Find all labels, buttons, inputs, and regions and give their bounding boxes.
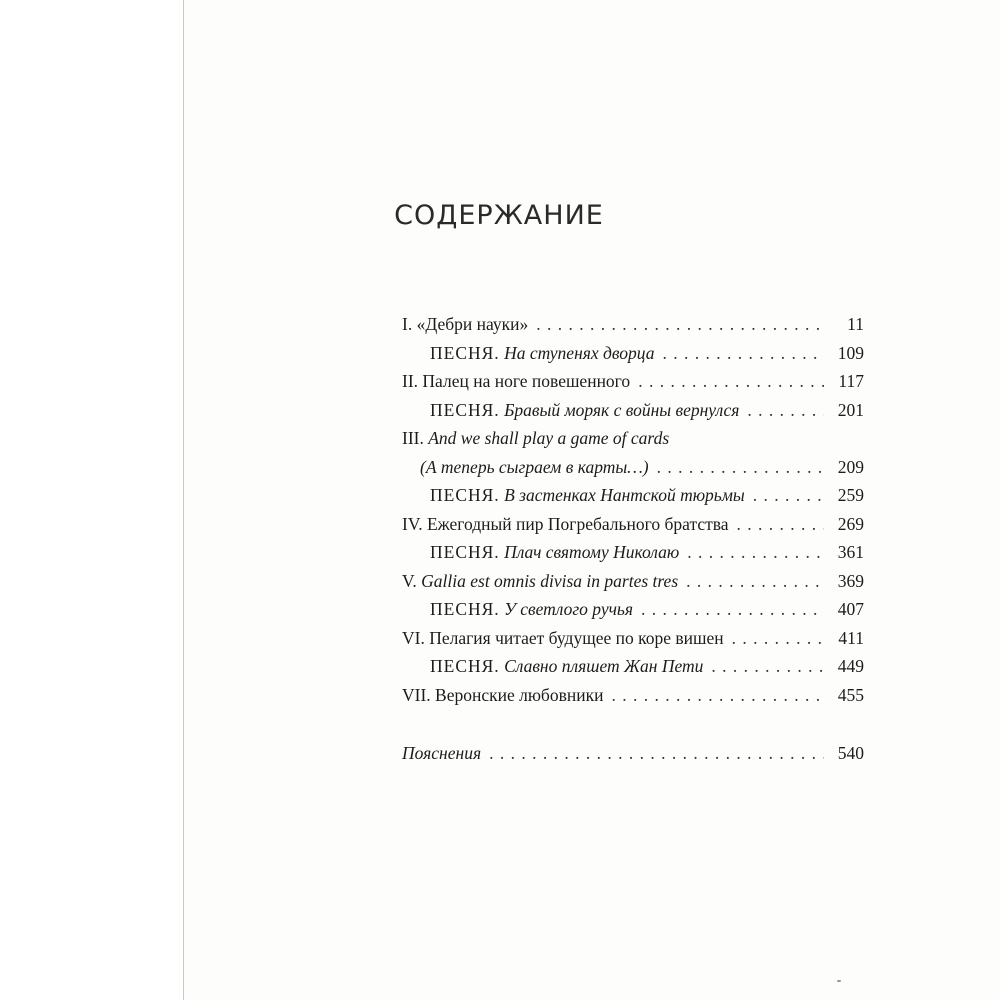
chapter-title: Gallia est omnis divisa in partes tres	[421, 570, 679, 591]
toc-entry-chapter-3-subtitle[interactable]	[402, 453, 864, 482]
page-number: 11	[847, 314, 864, 334]
toc-entry-chapter-4[interactable]	[402, 510, 864, 539]
toc-entry-song-5[interactable]	[402, 595, 864, 624]
page-number: 449	[837, 656, 864, 676]
page-number: 201	[837, 399, 864, 420]
toc-entry-song-4[interactable]	[402, 538, 864, 567]
book-page	[183, 0, 1000, 1000]
dot-leader	[611, 681, 824, 710]
page-number: 209	[837, 456, 864, 477]
page-number: 455	[837, 684, 864, 705]
chapter-title: «Дебри науки»	[416, 314, 529, 334]
print-speck	[837, 980, 841, 982]
chapter-title: Пелагия читает будущее по коре вишен	[429, 627, 724, 648]
page-number: 540	[837, 743, 864, 763]
toc-entry-chapter-7[interactable]	[402, 681, 864, 710]
page-number: 407	[837, 599, 864, 619]
dot-leader	[687, 538, 824, 567]
toc-entry-chapter-2[interactable]	[402, 367, 864, 396]
page-number: 369	[837, 570, 864, 591]
page-number: 269	[837, 513, 864, 534]
dot-leader	[657, 453, 824, 482]
chapter-subtitle: (А теперь сыграем в карты…)	[420, 456, 649, 477]
notes-title: Пояснения	[402, 743, 482, 763]
dot-leader	[753, 481, 824, 510]
toc-entry-song-3[interactable]	[402, 481, 864, 510]
toc-entry-chapter-3[interactable]	[402, 424, 864, 453]
dot-leader	[737, 510, 824, 539]
table-of-contents	[402, 310, 864, 768]
chapter-number: VII.	[402, 684, 436, 705]
song-label: ПЕСНЯ.	[430, 342, 500, 363]
song-label: ПЕСНЯ.	[430, 542, 500, 562]
chapter-number: IV.	[402, 513, 427, 534]
page-number: 259	[837, 485, 864, 505]
dot-leader	[732, 624, 824, 653]
toc-entry-chapter-6[interactable]	[402, 624, 864, 653]
song-title: Славно пляшет Жан Пети	[504, 656, 704, 676]
chapter-number: VI.	[402, 627, 430, 648]
dot-leader	[641, 595, 824, 624]
page-number: 411	[838, 627, 864, 648]
page-number: 361	[837, 542, 864, 562]
song-label: ПЕСНЯ.	[430, 599, 500, 619]
dot-leader	[536, 310, 824, 339]
chapter-title: Палец на ноге повешенного	[422, 371, 631, 391]
toc-entry-song-2[interactable]	[402, 396, 864, 425]
song-label: ПЕСНЯ.	[430, 656, 500, 676]
chapter-title: And we shall play a game of cards	[428, 428, 670, 448]
dot-leader	[638, 367, 824, 396]
chapter-number: III.	[402, 428, 429, 448]
dot-leader	[711, 652, 824, 681]
section-gap	[402, 709, 864, 739]
dot-leader	[686, 567, 824, 596]
page-number: 117	[838, 371, 864, 391]
dot-leader	[747, 396, 824, 425]
page-number: 109	[837, 342, 864, 363]
song-label: ПЕСНЯ.	[430, 399, 500, 420]
toc-entry-chapter-5[interactable]	[402, 567, 864, 596]
song-title: На ступенях дворца	[504, 342, 655, 363]
toc-entry-song-1[interactable]	[402, 339, 864, 368]
song-title: В застенках Нантской тюрьмы	[504, 485, 745, 505]
chapter-title: Веронские любовники	[435, 684, 604, 705]
song-title: Бравый моряк с войны вернулся	[504, 399, 740, 420]
chapter-number: I.	[402, 314, 417, 334]
chapter-number: V.	[402, 570, 422, 591]
toc-entry-notes[interactable]	[402, 739, 864, 768]
chapter-number: II.	[402, 371, 423, 391]
chapter-title: Ежегодный пир Погребального братства	[426, 513, 729, 534]
song-title: Плач святому Николаю	[504, 542, 680, 562]
toc-entry-song-6[interactable]	[402, 652, 864, 681]
toc-entry-chapter-1[interactable]	[402, 310, 864, 339]
dot-leader	[662, 339, 824, 368]
page-title: СОДЕРЖАНИЕ	[394, 200, 604, 231]
song-label: ПЕСНЯ.	[430, 485, 500, 505]
song-title: У светлого ручья	[504, 599, 634, 619]
dot-leader	[489, 739, 824, 768]
